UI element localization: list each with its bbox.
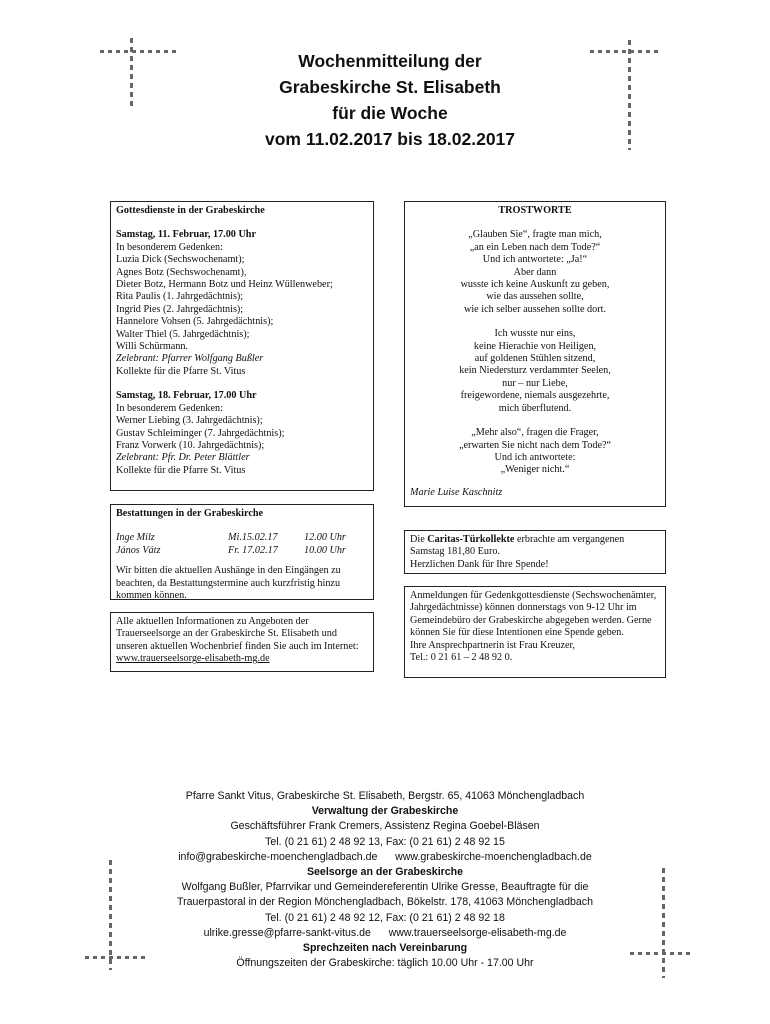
care-line-2: Trauerpastoral in der Region Mönchengladbach, Bökelstr. 178, 41063 Mönchengladbach: [177, 896, 593, 909]
trostworte-heading: TROSTWORTE: [498, 205, 572, 216]
poem-line: auf goldenen Stühlen sitzend,: [474, 353, 596, 365]
memorial-name: Ingrid Pies (2. Jahrgedächtnis);: [116, 303, 244, 315]
poem-line: wie das aussehen sollte,: [486, 291, 584, 303]
footer-address: Pfarre Sankt Vitus, Grabeskirche St. Elisabeth, Bergstr. 65, 41063 Mönchengladbach: [185, 790, 585, 802]
hours-heading: Sprechzeiten nach Vereinbarung: [302, 942, 468, 955]
poem-line: keine Hierachie von Heiligen,: [473, 340, 597, 352]
website-link[interactable]: www.trauerseelsorge-elisabeth-mg.de: [116, 653, 270, 665]
burial-name: Inge Milz: [116, 532, 155, 544]
collection-2: Kollekte für die Pfarre St. Vitus: [116, 464, 246, 476]
memorial-name: Franz Vorwerk (10. Jahrgedächtnis);: [116, 439, 265, 451]
poem-line: wie ich selber aussehen sollte dort.: [463, 303, 607, 315]
poem-line: kein Niedersturz verdammter Seelen,: [459, 365, 611, 377]
poem-line: Aber dann: [513, 266, 557, 278]
care-heading: Seelsorge an der Grabeskirche: [306, 866, 464, 879]
poem-line: „an ein Leben nach dem Tode?“: [469, 241, 601, 253]
caritas-box: [404, 530, 666, 574]
memorial-name: Rita Paulis (1. Jahrgedächtnis);: [116, 291, 244, 303]
memorial-name: Hannelore Vohsen (5. Jahrgedächtnis);: [116, 316, 274, 328]
title-line-2: Grabeskirche St. Elisabeth: [279, 77, 501, 97]
registration-box: [404, 586, 666, 678]
page-title: [150, 48, 630, 152]
burial-time: 10.00 Uhr: [304, 544, 346, 556]
title-line-3: für die Woche: [332, 103, 448, 123]
burials-heading: Bestattungen in der Grabeskirche: [116, 508, 264, 519]
services-box: [110, 201, 374, 491]
poem-line: „Weniger nicht.“: [500, 464, 570, 476]
poem-line: Ich wusste nur eins,: [494, 328, 576, 340]
service-intro-2: In besonderem Gedenken:: [116, 402, 223, 414]
poem-line: mich überflutend.: [498, 402, 572, 414]
burial-time: 12.00 Uhr: [304, 532, 346, 544]
admin-heading: Verwaltung der Grabeskirche: [311, 805, 459, 818]
trostworte-box: [404, 201, 666, 507]
poem-line: Und ich antwortete: „Ja!“: [482, 254, 588, 266]
admin-website[interactable]: www.grabeskirche-moenchengladbach.de: [395, 850, 592, 863]
poem-line: freigewordene, niemals ausgezehrte,: [460, 390, 610, 402]
opening-hours: Öffnungszeiten der Grabeskirche: täglich 10.00 Uhr - 17.00 Uhr: [236, 957, 534, 970]
memorial-name: Luzia Dick (Sechswochenamt);: [116, 254, 245, 266]
burial-row: [116, 532, 368, 544]
burial-date: Mi.15.02.17: [228, 532, 278, 544]
caritas-pre: Die: [410, 534, 428, 545]
burial-date: Fr. 17.02.17: [228, 544, 278, 556]
care-line-1: Wolfgang Bußler, Pfarrvikar und Gemeindereferentin Ulrike Gresse, Beauftragte für die: [181, 881, 589, 894]
services-heading: Gottesdienste in der Grabeskirche: [116, 205, 265, 216]
memorial-name: Walter Thiel (5. Jahrgedächtnis);: [116, 328, 250, 340]
caritas-thanks: Herzlichen Dank für Ihre Spende!: [410, 558, 549, 570]
collection-1: Kollekte für die Pfarre St. Vitus: [116, 365, 246, 377]
registration-text: Anmeldungen für Gedenkgottesdienste (Sechswochenämter, Jahrgedächtnisse) können donnerstags von 9-12 Uhr im Gemeindebüro der Grabeskirche abgegeben werden. Gerne können Sie für diese Intentionen eine Spende geben.: [410, 590, 657, 639]
caritas-post: erbrachte am vergangenen Samstag 181,80 Euro.: [410, 534, 625, 558]
care-phone: Tel. (0 21 61) 2 48 92 12, Fax: (0 21 61) 2 48 92 18: [265, 911, 505, 924]
celebrant-2: Zelebrant: Pfr. Dr. Peter Blättler: [116, 452, 250, 464]
service-date-2: Samstag, 18. Februar, 17.00 Uhr: [116, 390, 257, 402]
poem-author: Marie Luise Kaschnitz: [410, 486, 503, 498]
care-email[interactable]: ulrike.gresse@pfarre-sankt-vitus.de: [203, 926, 371, 939]
memorial-name: Werner Liebing (3. Jahrgedächtnis);: [116, 415, 263, 427]
poem-line: „erwarten Sie nicht nach dem Tode?“: [458, 439, 612, 451]
poem-line: „Glauben Sie“, fragte man mich,: [468, 229, 602, 241]
memorial-name: Agnes Botz (Sechswochenamt),: [116, 266, 247, 278]
registration-phone: Tel.: 0 21 61 – 2 48 92 0.: [410, 652, 513, 664]
memorial-name: Willi Schürmann.: [116, 341, 189, 353]
title-line-4: vom 11.02.2017 bis 18.02.2017: [264, 129, 516, 149]
burials-note: Wir bitten die aktuellen Aushänge in den Eingängen zu beachten, da Bestattungstermine auch kurzfristig hinzu kommen können.: [116, 565, 341, 602]
memorial-name: Gustav Schleiminger (7. Jahrgedächtnis);: [116, 427, 285, 439]
burial-row: [116, 545, 368, 557]
burial-name: János Vátz: [116, 544, 161, 556]
poem-line: Und ich antwortete:: [494, 451, 576, 463]
info-box: [110, 612, 374, 672]
memorial-name: Dieter Botz, Hermann Botz und Heinz Wüllenweber;: [116, 279, 333, 291]
service-date-1: Samstag, 11. Februar, 17.00 Uhr: [116, 229, 256, 241]
poem-line: wusste ich keine Auskunft zu geben,: [460, 279, 610, 291]
service-intro-1: In besonderem Gedenken:: [116, 241, 223, 253]
info-text: Alle aktuellen Informationen zu Angeboten der Trauerseelsorge an der Grabeskirche St. Elisabeth und unseren aktuellen Wochenbrief finden Sie auch im Internet:: [116, 616, 359, 652]
admin-email[interactable]: info@grabeskirche-moenchengladbach.de: [178, 850, 378, 863]
poem-line: nur – nur Liebe,: [502, 377, 568, 389]
footer: [100, 789, 670, 971]
care-website[interactable]: www.trauerseelsorge-elisabeth-mg.de: [388, 926, 567, 939]
poem-line: „Mehr also“, fragen die Frager,: [471, 427, 599, 439]
admin-people: Geschäftsführer Frank Cremers, Assistenz Regina Goebel-Bläsen: [230, 820, 540, 833]
burials-box: [110, 504, 374, 600]
celebrant-1: Zelebrant: Pfarrer Wolfgang Bußler: [116, 353, 264, 365]
admin-phone: Tel. (0 21 61) 2 48 92 13, Fax: (0 21 61) 2 48 92 15: [265, 835, 505, 848]
registration-contact: Ihre Ansprechpartnerin ist Frau Kreuzer,: [410, 639, 576, 651]
title-line-1: Wochenmitteilung der: [298, 51, 482, 71]
caritas-bold: Caritas-Türkollekte: [427, 534, 515, 545]
